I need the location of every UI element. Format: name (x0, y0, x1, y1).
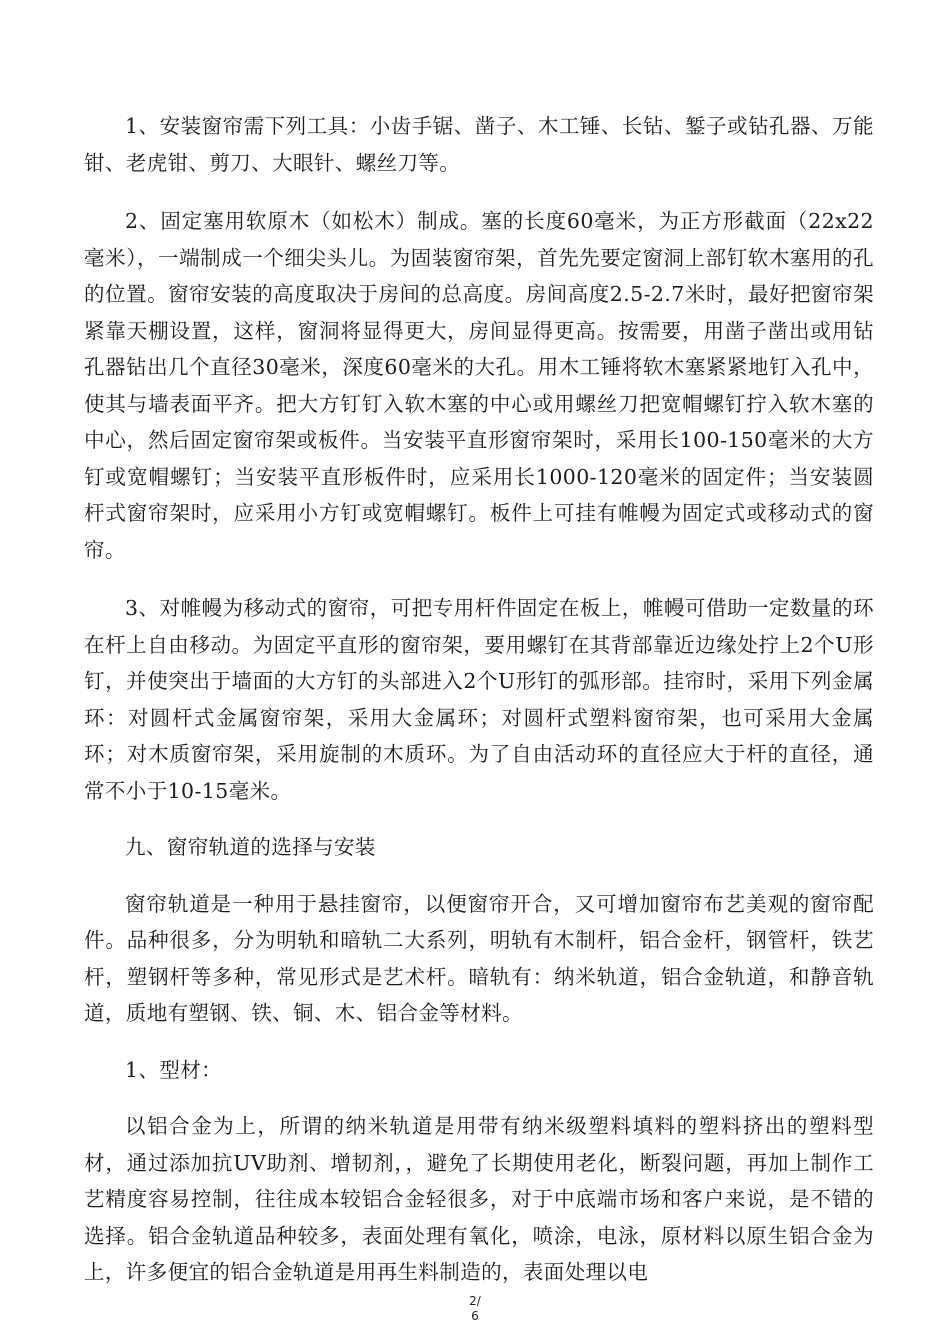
paragraph-plug: 2、固定塞用软原木（如松木）制成。塞的长度60毫米，为正方形截面（22x22毫米），一端制成一个细尖头儿。为固装窗帘架，首先先要定窗洞上部钉软木塞用的孔的位置。窗帘安装的高度取决于房间的总高度。房间高度2.5-2.7米时，最好把窗帘架紧靠天棚设置，这样，窗洞将显得更大，房间显得更高。按需要，用凿子凿出或用钻孔器钻出几个直径30毫米，深度60毫米的大孔。用木工锤将软木塞紧紧地钉入孔中，使其与墙表面平齐。把大方钉钉入软木塞的中心或用螺丝刀把宽帽螺钉拧入软木塞的中心，然后固定窗帘架或板件。当安装平直形窗帘架时，采用长100-150毫米的大方钉或宽帽螺钉；当安装平直形板件时，应采用长1000-120毫米的固定件；当安装圆杆式窗帘架时，应采用小方钉或宽帽螺钉。板件上可挂有帷幔为固定式或移动式的窗帘。 (84, 209, 874, 562)
paragraph-tools: 1、安装窗帘需下列工具：小齿手锯、凿子、木工锤、长钻、錾子或钻孔器、万能钳、老虎钳、剪刀、大眼针、螺丝刀等。 (84, 114, 874, 175)
section-heading: 九、窗帘轨道的选择与安装 (125, 835, 376, 859)
paragraph-material: 以铝合金为上，所谓的纳米轨道是用带有纳米级塑料填料的塑料挤出的塑料型材，通过添加抗UV助剂、增韧剂，，避免了长期使用老化，断裂问题，再加上制作工艺精度容易控制，往往成本较铝合金轻很多，对于中底端市场和客户来说，是不错的选择。铝合金轨道品种较多，表面处理有氧化，喷涂，电泳，原材料以原生铝合金为上，许多便宜的铝合金轨道是用再生料制造的，表面处理以电 (84, 1114, 874, 1284)
subheading-material: 1、型材： (125, 1057, 223, 1082)
page-number-total: 6 (471, 1309, 479, 1323)
document-body (84, 108, 874, 1291)
paragraph-rings: 3、对帷幔为移动式的窗帘，可把专用杆件固定在板上，帷幔可借助一定数量的环在杆上自由移动。为固定平直形的窗帘架，要用螺钉在其背部靠近边缘处拧上2个U形钉，并使突出于墙面的大方钉的头部进入2个U形钉的弧形部。挂帘时，采用下列金属环：对圆杆式金属窗帘架，采用大金属环；对圆杆式塑料窗帘架，也可采用大金属环；对木质窗帘架，采用旋制的木质环。为了自由活动环的直径应大于杆的直径，通常不小于10-15毫米。 (84, 596, 874, 803)
paragraph-track-intro: 窗帘轨道是一种用于悬挂窗帘，以便窗帘开合，又可增加窗帘布艺美观的窗帘配件。品种很多，分为明轨和暗轨二大系列，明轨有木制杆，铝合金杆，钢管杆，铁艺杆，塑钢杆等多种，常见形式是艺术杆。暗轨有：纳米轨道，铝合金轨道，和静音轨道，质地有塑钢、铁、铜、木、铝合金等材料。 (84, 891, 874, 1025)
page-number (0, 1294, 950, 1324)
page-number-current: 2/ (469, 1294, 481, 1308)
